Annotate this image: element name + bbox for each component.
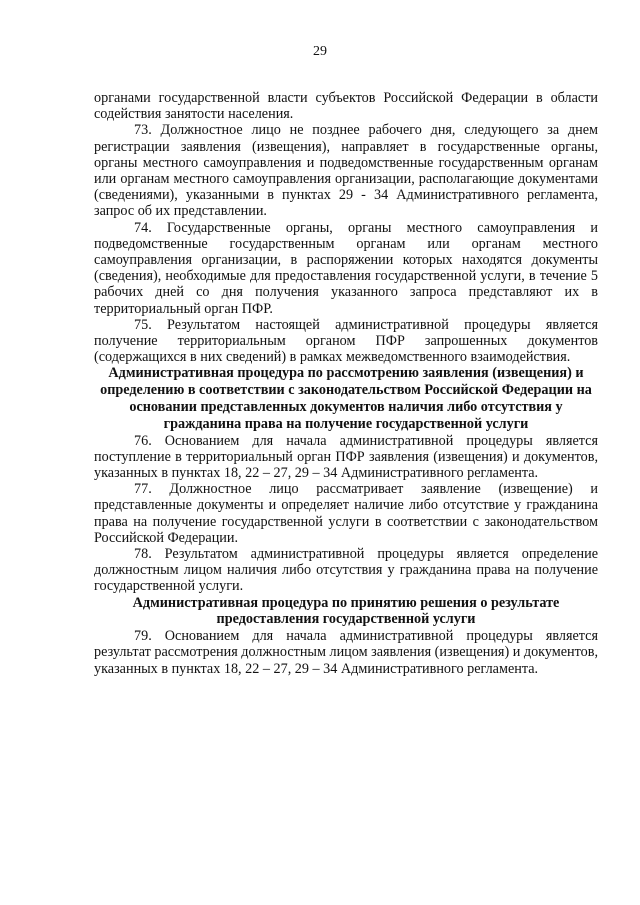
- paragraph-74: 74. Государственные органы, органы местного самоуправления и подведомственные государственным органам или органам местного самоуправления организации, в распоряжении которых находятся документы (сведения), необходимые для предоставления государственной услуги, в течение 5 рабочих дней со дня получения указанного запроса представляют их в территориальный орган ПФР.: [94, 219, 598, 317]
- paragraph-77: 77. Должностное лицо рассматривает заявление (извещение) и представленные документы и определяет наличие либо отсутствие у гражданина права на получение государственной услуги в соответствии с законодательством Российской Федерации.: [94, 481, 598, 546]
- section-heading-review-procedure: Административная процедура по рассмотрению заявления (извещения) и определению в соответствии с законодательством Российской Федерации на основании представленных документов наличия либо отсутствия у гражданина права на получение государственной услуги: [100, 365, 592, 432]
- page-number: 29: [313, 44, 327, 59]
- paragraph-73: 73. Должностное лицо не позднее рабочего дня, следующего за днем регистрации заявления (извещения), направляет в государственные органы, органы местного самоуправления и подведомственные государственным органам или органам местного самоуправления организации, располагающие документами (сведениями), указанными в пунктах 29 - 34 Административного регламента, запрос об их представлении.: [94, 122, 598, 220]
- section-heading-decision-procedure: Административная процедура по принятию решения о результате предоставления государственной услуги: [132, 594, 560, 628]
- paragraph-79: 79. Основанием для начала административной процедуры является результат рассмотрения должностным лицом заявления (извещения) и документов, указанных в пунктах 18, 22 – 27, 29 – 34 Административного регламента.: [94, 628, 598, 677]
- document-body: [94, 90, 598, 677]
- paragraph-72-continuation: органами государственной власти субъектов Российской Федерации в области содействия занятости населения.: [94, 90, 598, 123]
- paragraph-78: 78. Результатом административной процедуры является определение должностным лицом наличия либо отсутствия у гражданина права на получение государственной услуги.: [94, 546, 598, 595]
- paragraph-76: 76. Основанием для начала административной процедуры является поступление в территориальный орган ПФР заявления (извещения) и документов, указанных в пунктах 18, 22 – 27, 29 – 34 Административного регламента.: [94, 432, 598, 482]
- paragraph-75: 75. Результатом настоящей административной процедуры является получение территориальным органом ПФР запрошенных документов (содержащихся в них сведений) в рамках межведомственного взаимодействия.: [94, 316, 598, 366]
